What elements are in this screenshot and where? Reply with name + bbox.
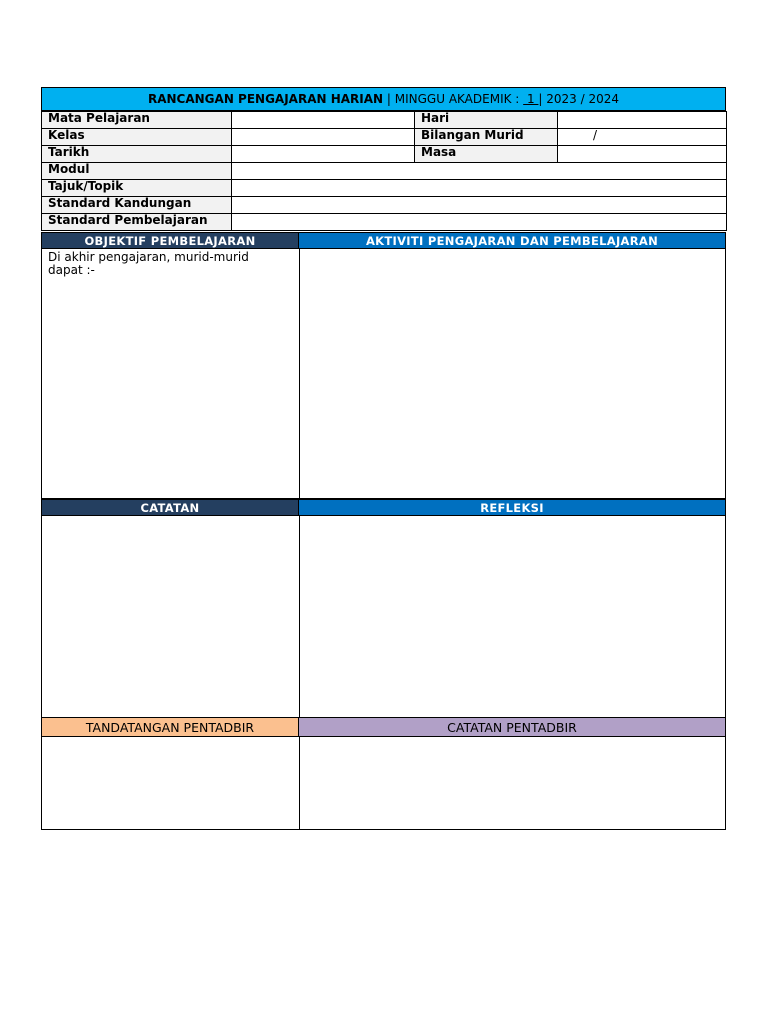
table-row bbox=[42, 129, 727, 146]
title-separator: | bbox=[383, 92, 395, 106]
academic-session: 2023 / 2024 bbox=[546, 92, 620, 106]
table-row bbox=[42, 180, 727, 197]
hari-field[interactable] bbox=[558, 112, 727, 129]
objektif-box[interactable] bbox=[41, 249, 299, 499]
table-row bbox=[42, 112, 727, 129]
tarikh-field[interactable] bbox=[232, 146, 415, 163]
catatan-pentadbir-box[interactable] bbox=[299, 737, 726, 830]
masa-field[interactable] bbox=[558, 146, 727, 163]
info-table bbox=[41, 111, 727, 231]
catatan-pentadbir-header: CATATAN PENTADBIR bbox=[299, 718, 726, 737]
catatan-box[interactable] bbox=[41, 516, 299, 718]
standard-pembelajaran-field[interactable] bbox=[232, 214, 727, 231]
catatan-body-row bbox=[41, 516, 726, 718]
objektif-header-row bbox=[41, 232, 726, 249]
document-title: RANCANGAN PENGAJARAN HARIAN bbox=[147, 92, 384, 106]
label-hari: Hari bbox=[415, 112, 558, 129]
label-standard-pembelajaran: Standard Pembelajaran bbox=[42, 214, 232, 231]
aktiviti-box[interactable] bbox=[299, 249, 726, 499]
table-row bbox=[42, 146, 727, 163]
pentadbir-header-row bbox=[41, 718, 726, 737]
pentadbir-body-row bbox=[41, 737, 726, 830]
aktiviti-header: AKTIVITI PENGAJARAN DAN PEMBELAJARAN bbox=[299, 232, 726, 249]
tandatangan-header: TANDATANGAN PENTADBIR bbox=[41, 718, 299, 737]
catatan-header-row bbox=[41, 499, 726, 516]
bilangan-separator: / bbox=[593, 128, 598, 142]
label-tarikh: Tarikh bbox=[42, 146, 232, 163]
objektif-text: Di akhir pengajaran, murid-murid dapat :- bbox=[48, 250, 249, 277]
mata-pelajaran-field[interactable] bbox=[232, 112, 415, 129]
refleksi-box[interactable] bbox=[299, 516, 726, 718]
document-title-bar bbox=[41, 87, 726, 111]
table-row bbox=[42, 197, 727, 214]
label-mata-pelajaran: Mata Pelajaran bbox=[42, 112, 232, 129]
bilangan-murid-field[interactable] bbox=[558, 129, 727, 146]
label-tajuk: Tajuk/Topik bbox=[42, 180, 232, 197]
objektif-header: OBJEKTIF PEMBELAJARAN bbox=[41, 232, 299, 249]
label-masa: Masa bbox=[415, 146, 558, 163]
objektif-body-row bbox=[41, 249, 726, 499]
modul-field[interactable] bbox=[232, 163, 727, 180]
week-label: MINGGU AKADEMIK : bbox=[394, 92, 524, 106]
tajuk-field[interactable] bbox=[232, 180, 727, 197]
kelas-field[interactable] bbox=[232, 129, 415, 146]
standard-kandungan-field[interactable] bbox=[232, 197, 727, 214]
table-row bbox=[42, 163, 727, 180]
refleksi-header: REFLEKSI bbox=[299, 499, 726, 516]
label-kelas: Kelas bbox=[42, 129, 232, 146]
label-standard-kandungan: Standard Kandungan bbox=[42, 197, 232, 214]
table-row bbox=[42, 214, 727, 231]
label-bilangan-murid: Bilangan Murid bbox=[415, 129, 558, 146]
label-modul: Modul bbox=[42, 163, 232, 180]
lesson-plan-sheet bbox=[41, 87, 726, 830]
tandatangan-box[interactable] bbox=[41, 737, 299, 830]
title-separator-2: | bbox=[538, 92, 547, 106]
catatan-header: CATATAN bbox=[41, 499, 299, 516]
week-value[interactable]: 1 bbox=[523, 92, 539, 106]
